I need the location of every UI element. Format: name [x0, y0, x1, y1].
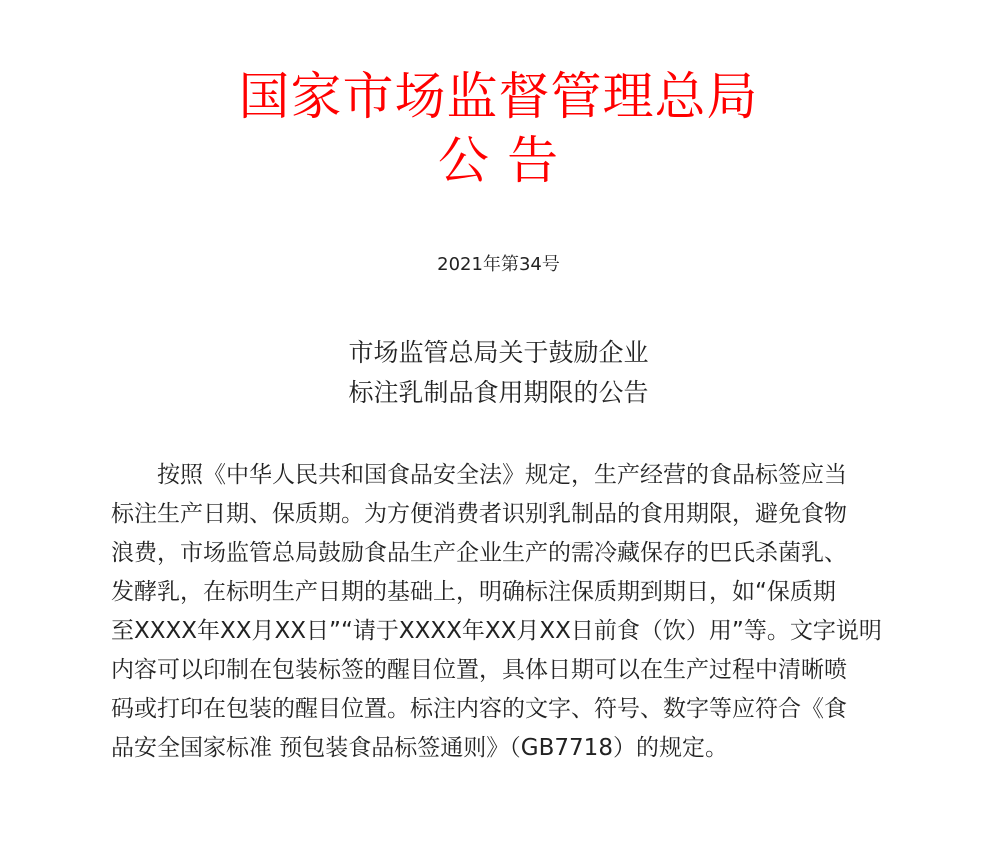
announcement-body	[111, 456, 891, 768]
body-line: 码或打印在包装的醒目位置。标注内容的文字、符号、数字等应符合《食	[111, 696, 847, 722]
body-line: 按照《中华人民共和国食品安全法》规定，生产经营的食品标签应当	[111, 462, 847, 488]
body-line: 发酵乳，在标明生产日期的基础上，明确标注保质期到期日，如“保质期	[111, 579, 836, 605]
agency-name: 国家市场监督管理总局	[238, 68, 759, 127]
body-line: 品安全国家标准 预包装食品标签通则》（GB7718）的规定。	[111, 735, 728, 761]
document-header	[0, 66, 997, 194]
title-line-2: 标注乳制品食用期限的公告	[348, 378, 649, 407]
body-line: 标注生产日期、保质期。为方便消费者识别乳制品的食用期限，避免食物	[111, 501, 847, 527]
document-number: 2021年第34号	[437, 254, 560, 275]
notice-heading: 公 告	[437, 132, 560, 191]
body-line: 至XXXX年XX月XX日”“请于XXXX年XX月XX日前食（饮）用”等。文字说明	[111, 618, 882, 644]
body-line: 内容可以印制在包装标签的醒目位置，具体日期可以在生产过程中清晰喷	[111, 657, 847, 683]
title-line-1: 市场监管总局关于鼓励企业	[348, 338, 649, 367]
body-line: 浪费，市场监管总局鼓励食品生产企业生产的需冷藏保存的巴氏杀菌乳、	[111, 540, 847, 566]
announcement-title	[0, 333, 997, 413]
